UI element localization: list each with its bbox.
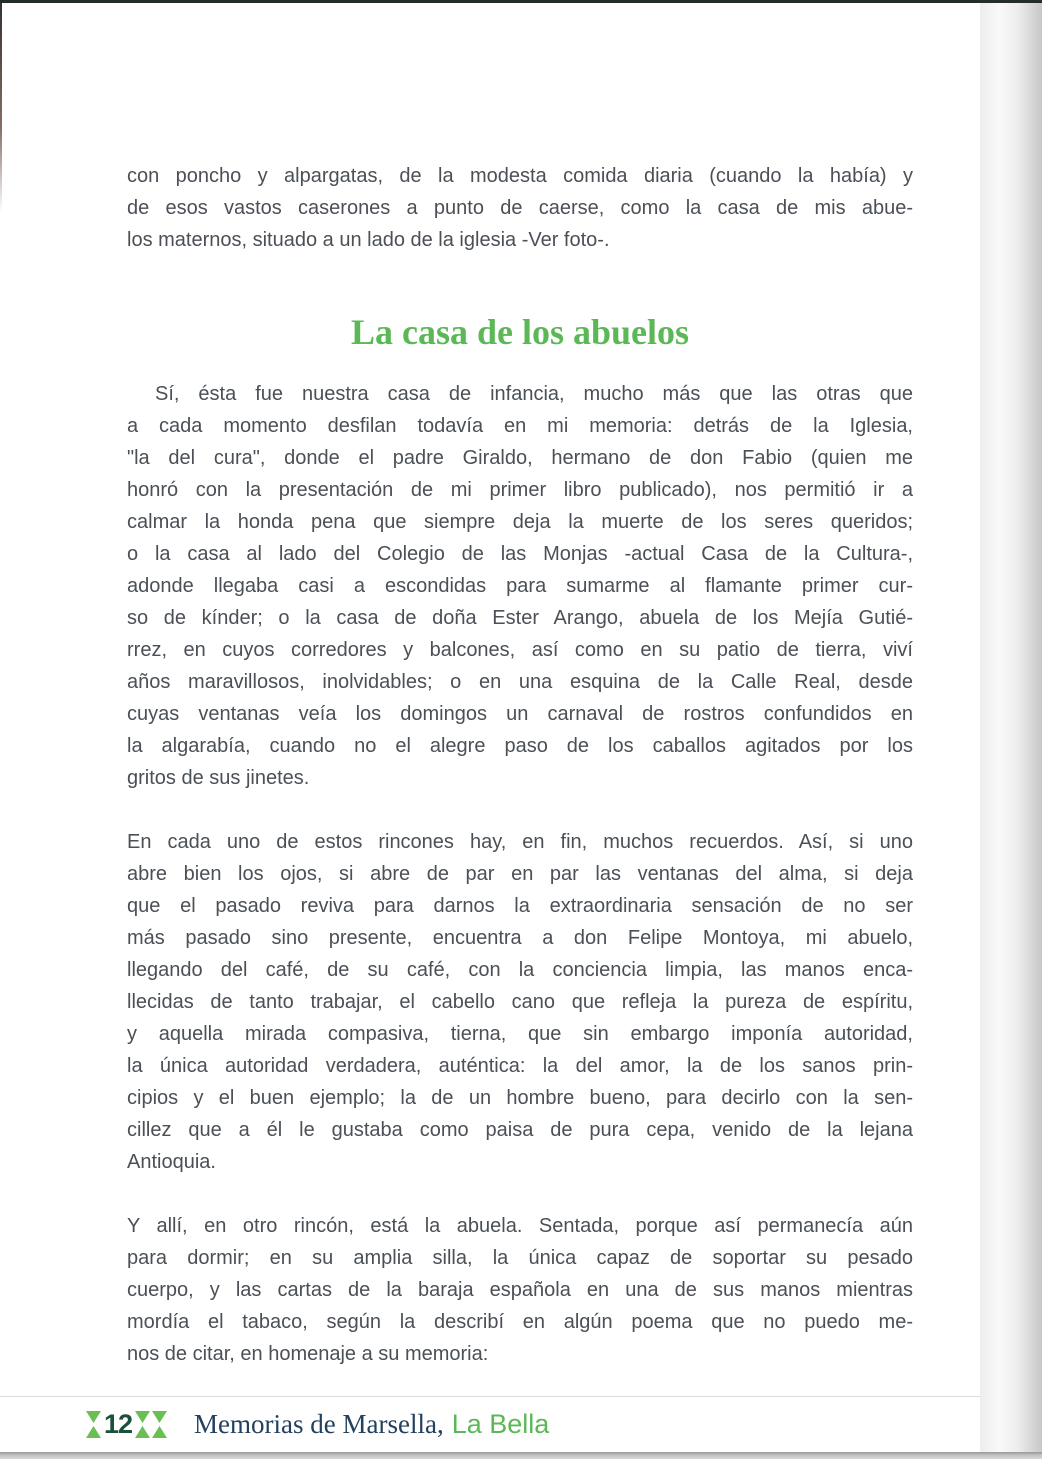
text-line: rrez, en cuyos corredores y balcones, así como en su patio de tierra, viví: [127, 639, 913, 661]
text-line: honró con la presentación de mi primer libro publicado), nos permitió ir a: [127, 479, 913, 501]
text-line: abre bien los ojos, si abre de par en par las ventanas del alma, si deja: [127, 863, 913, 885]
page-edge-shadow: [980, 0, 1042, 1459]
text-line: gritos de sus jinetes.: [127, 767, 310, 789]
text-line: calmar la honda pena que siempre deja la muerte de los seres queridos;: [127, 511, 913, 533]
text-line: Sí, ésta fue nuestra casa de infancia, mucho más que las otras que: [155, 383, 913, 405]
text-line: cillez que a él le gustaba como paisa de pura cepa, venido de la lejana: [127, 1119, 913, 1141]
page-footer: [86, 1404, 549, 1444]
paragraph: [127, 826, 913, 1178]
text-line: que el pasado reviva para darnos la extraordinaria sensación de no ser: [127, 895, 913, 917]
section-heading: La casa de los abuelos: [350, 312, 690, 352]
hourglass-icon: [152, 1411, 167, 1438]
text-line: nos de citar, en homenaje a su memoria:: [127, 1343, 489, 1365]
text-line: y aquella mirada compasiva, tierna, que sin embargo imponía autoridad,: [127, 1023, 913, 1045]
text-line: so de kínder; o la casa de doña Ester Arango, abuela de los Mejía Gutié-: [127, 607, 913, 629]
text-line: llecidas de tanto trabajar, el cabello cano que refleja la pureza de espíritu,: [127, 991, 913, 1013]
page-number: 12: [104, 1409, 133, 1439]
text-line: o la casa al lado del Colegio de las Monjas -actual Casa de la Cultura-,: [127, 543, 913, 565]
text-line: cuyas ventanas veía los domingos un carnaval de rostros confundidos en: [127, 703, 913, 725]
text-line: la única autoridad verdadera, auténtica: la del amor, la de los sanos prin-: [127, 1055, 913, 1077]
book-title: Memorias de Marsella,: [194, 1409, 444, 1439]
text-line: de esos vastos caserones a punto de caerse, como la casa de mis abue-: [127, 197, 913, 219]
text-line: los maternos, situado a un lado de la iglesia -Ver foto-.: [127, 229, 610, 251]
text-line: cipios y el buen ejemplo; la de un hombre bueno, para decirlo con la sen-: [127, 1087, 913, 1109]
text-line: "la del cura", donde el padre Giraldo, hermano de don Fabio (quien me: [127, 447, 913, 469]
page-content: [127, 160, 913, 1402]
hourglass-icon: [135, 1411, 150, 1438]
text-line: la algarabía, cuando no el alegre paso de los caballos agitados por los: [127, 735, 913, 757]
text-line: años maravillosos, inolvidables; o en una esquina de la Calle Real, desde: [127, 671, 913, 693]
footer-book-title: [194, 1408, 549, 1440]
text-line: para dormir; en su amplia silla, la única capaz de soportar su pesado: [127, 1247, 913, 1269]
hourglass-icon: [86, 1411, 101, 1438]
text-line: a cada momento desfilan todavía en mi memoria: detrás de la Iglesia,: [127, 415, 913, 437]
left-edge-line: [0, 0, 2, 212]
paragraph: [127, 1210, 913, 1370]
text-line: adonde llegaba casi a escondidas para sumarme al flamante primer cur-: [127, 575, 913, 597]
text-line: cuerpo, y las cartas de la baraja española en una de sus manos mientras: [127, 1279, 913, 1301]
text-line: llegando del café, de su café, con la conciencia limpia, las manos enca-: [127, 959, 913, 981]
text-line: con poncho y alpargatas, de la modesta comida diaria (cuando la había) y: [127, 165, 913, 187]
bottom-edge-strip: [0, 1452, 1042, 1459]
top-edge-line: [0, 0, 1042, 3]
text-line: más pasado sino presente, encuentra a don Felipe Montoya, mi abuelo,: [127, 927, 913, 949]
text-line: En cada uno de estos rincones hay, en fin, muchos recuerdos. Así, si uno: [127, 831, 913, 853]
footer-ornament: [86, 1409, 167, 1439]
text-line: Y allí, en otro rincón, está la abuela. Sentada, porque así permanecía aún: [127, 1215, 913, 1237]
paragraph: [127, 160, 913, 256]
text-line: mordía el tabaco, según la describí en algún poema que no puedo me-: [127, 1311, 913, 1333]
paragraph: [127, 378, 913, 794]
text-line: Antioquia.: [127, 1151, 216, 1173]
footer-separator-line: [0, 1396, 1042, 1397]
book-subtitle: La Bella: [451, 1409, 550, 1439]
